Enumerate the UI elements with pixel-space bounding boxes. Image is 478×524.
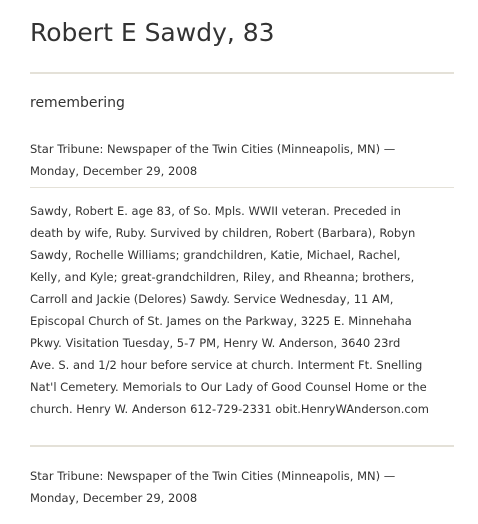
- source-publication: Star Tribune: Newspaper of the Twin Cities (Minneapolis, MN) —: [30, 469, 396, 483]
- obituary-text-line: Episcopal Church of St. James on the Parkway, 3225 E. Minnehaha: [30, 314, 412, 328]
- obituary-source: [30, 465, 454, 509]
- source-publication: Star Tribune: Newspaper of the Twin Cities (Minneapolis, MN) —: [30, 142, 396, 156]
- obituary-text-line: Sawdy, Robert E. age 83, of So. Mpls. WWII veteran. Preceded in: [30, 204, 401, 218]
- obituary-text-line: church. Henry W. Anderson 612-729-2331 obit.HenryWAnderson.com: [30, 402, 429, 416]
- entry-divider: [30, 445, 454, 447]
- source-divider: [30, 187, 454, 188]
- section-heading: remembering: [30, 95, 125, 111]
- obituary-text-line: Pkwy. Visitation Tuesday, 5-7 PM, Henry W. Anderson, 3640 23rd: [30, 336, 401, 350]
- page-title: Robert E Sawdy, 83: [30, 18, 275, 47]
- obituary-text-line: Kelly, and Kyle; great-grandchildren, Riley, and Rheanna; brothers,: [30, 270, 415, 284]
- source-date: Monday, December 29, 2008: [30, 164, 198, 178]
- source-date: Monday, December 29, 2008: [30, 491, 198, 505]
- title-divider: [30, 72, 454, 74]
- obituary-text-line: death by wife, Ruby. Survived by children, Robert (Barbara), Robyn: [30, 226, 416, 240]
- obituary-text: [30, 200, 460, 420]
- obituary-source: [30, 138, 454, 182]
- obituary-text-line: Ave. S. and 1/2 hour before service at church. Interment Ft. Snelling: [30, 358, 423, 372]
- obituary-text-line: Nat'l Cemetery. Memorials to Our Lady of Good Counsel Home or the: [30, 380, 427, 394]
- obituary-text-line: Carroll and Jackie (Delores) Sawdy. Service Wednesday, 11 AM,: [30, 292, 394, 306]
- obituary-text-line: Sawdy, Rochelle Williams; grandchildren, Katie, Michael, Rachel,: [30, 248, 401, 262]
